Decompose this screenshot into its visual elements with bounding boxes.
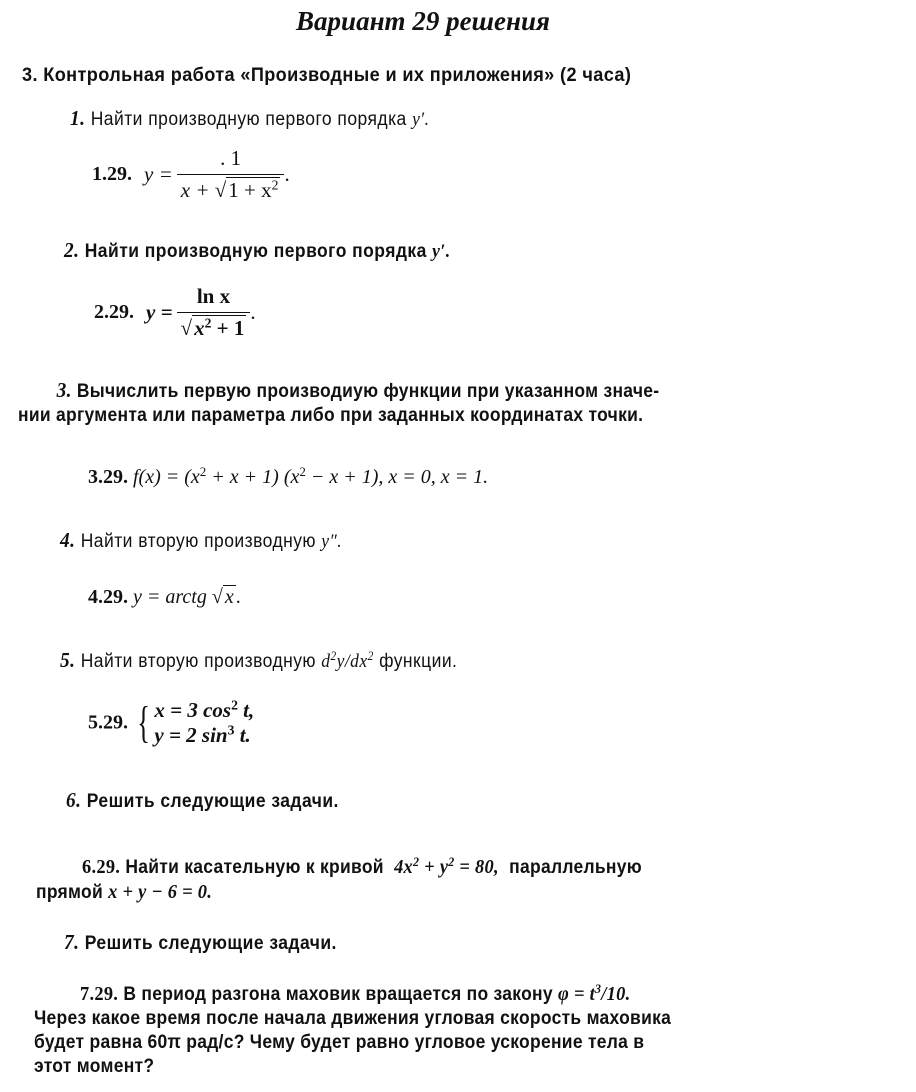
numerator: ln x xyxy=(196,284,231,308)
task-number: 7. xyxy=(64,930,80,954)
task-1-prompt xyxy=(70,106,429,131)
task-text: Найти вторую производную xyxy=(80,531,316,552)
problem-4-29: 4.29. y = arctg √ x . xyxy=(88,586,241,608)
problem-label: 5.29. xyxy=(88,711,128,734)
task-7-prompt xyxy=(64,930,337,955)
brace-icon: { xyxy=(137,698,151,747)
problem-2-29: 2.29. y = $\frac{\text{ln x}}{√x^2 + 1}$ . xyxy=(94,284,256,340)
task-2-prompt xyxy=(64,238,451,263)
problem-label: 7.29. xyxy=(80,983,119,1005)
task-text-line-1: Вычислить первую производиую функции при указанном значе- xyxy=(76,381,660,402)
problem-7-29: 7.29. В период разгона маховик вращается по закону $\varphi = t^3/10$. Через какое время после начала движения угловая скорость маховика будет равна 60π рад/с? Чему будет равно угловое ускорение тела в этот момент? xyxy=(34,980,672,1077)
sqrt: $√x^2 + 1$ xyxy=(180,315,245,340)
sqrt: $√1 + x^2$ xyxy=(214,177,279,202)
problem-3-29: 3.29. $f(x) = (x^2 + x + 1) (x^2 - x + 1)$, x = 0, x = 1. xyxy=(88,463,489,488)
problem-label: 1.29. xyxy=(92,163,132,185)
denominator xyxy=(177,312,251,341)
sqrt: √ x xyxy=(211,586,234,608)
task-number: 3. xyxy=(56,378,72,402)
numerator: . 1 xyxy=(220,146,242,170)
task-text: Найти производную первого порядка xyxy=(90,109,407,130)
task-text: Найти вторую производную xyxy=(80,651,316,672)
task-number: 4. xyxy=(60,528,76,552)
task-text-after: функции. xyxy=(379,651,458,672)
problem-lhs: y = xyxy=(144,162,173,186)
task-number: 6. xyxy=(66,788,82,812)
problem-1-29: 1.29. y = $\frac{. 1}{x + √1 + x^2}$ . xyxy=(92,146,290,202)
task-text: Найти производную первого порядка xyxy=(84,241,427,262)
task-5-prompt xyxy=(60,648,457,673)
task-4-prompt xyxy=(60,528,342,553)
task-text-line-2: нии аргумента или параметра либо при заданных координатах точки. xyxy=(18,405,644,426)
task-6-prompt xyxy=(66,788,339,813)
task-text: Решить следующие задачи. xyxy=(84,933,337,954)
task-variable: y′. xyxy=(432,241,451,262)
fraction xyxy=(177,146,285,203)
problem-lhs: y = xyxy=(146,300,173,324)
problem-label: 4.29. xyxy=(88,586,128,608)
task-number: 1. xyxy=(70,106,86,130)
task-variable: y″. xyxy=(321,531,343,552)
task-variable: y′. xyxy=(412,109,430,130)
task-3-prompt xyxy=(18,378,828,428)
problem-6-29: 6.29. Найти касательную к кривой $4x^2 + y^2 = 80$, параллельную прямой x + y − 6 = 0. xyxy=(36,853,642,903)
task-number: 5. xyxy=(60,648,76,672)
problem-label: 6.29. xyxy=(82,856,121,878)
problem-5-29 xyxy=(88,698,254,748)
task-text: Решить следующие задачи. xyxy=(86,791,339,812)
problem-label: 3.29. xyxy=(88,466,128,488)
page-title: Вариант 29 решения xyxy=(296,6,550,36)
equation-system: x = 3 $\cos^2 t$, y = 2 $\sin^3 t$. xyxy=(154,697,255,747)
problem-label: 2.29. xyxy=(94,301,134,323)
task-variable: $d^2y/dx^2$ xyxy=(321,649,374,672)
denominator: $x + √1 + x^2$ xyxy=(177,174,285,203)
fraction xyxy=(177,284,251,341)
task-number: 2. xyxy=(64,238,80,262)
section-heading: 3. Контрольная работа «Производные и их приложения» (2 часа) xyxy=(22,64,632,86)
